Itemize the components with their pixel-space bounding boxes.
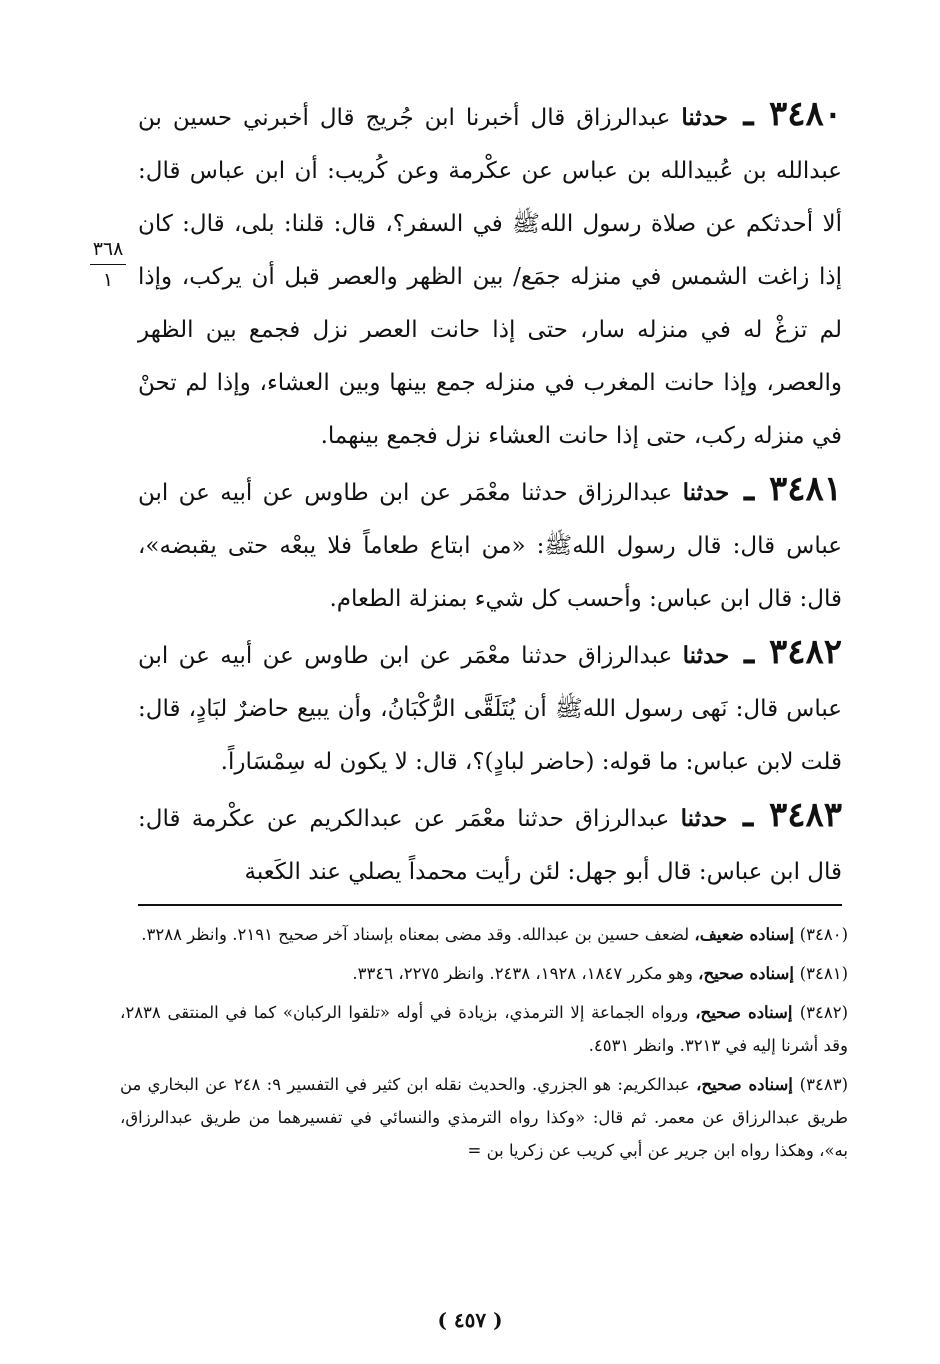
hadith-3480: ٣٤٨٠ ـ حدثنا عبدالرزاق قال أخبرنا ابن جُريج قال أخبرني حسين بن عبدالله بن عُبيدالله بن عباس عن عكْرمة وعن كُريب: أن ابن عباس قال: ألا أحدثكم عن صلاة رسول اللهﷺ في السفر؟، قال: قلنا: بلى، قال: كان إذا زاغت الشمس في منزله جمَع/ بين الظهر والعصر قبل أن يركب، وإذا لم تزغْ له في منزله سار، حتى إذا حانت العصر نزل فجمع بين الظهر والعصر، وإذا حانت المغرب في منزله جمع بينها وبين العشاء، وإذا لم تحنْ في منزله ركب، حتى إذا حانت العشاء نزل فجمع بينهما. — [138, 94, 843, 449]
hadith-body: عبدالرزاق حدثنا معْمَر عن ابن طاوس عن أبيه عن ابن عباس قال: نَهى رسول اللهﷺ أن يُتَلَقَّى الرُّكْبَانُ، وأن يبيع حاضرٌ لبَادٍ، قال: قلت لابن عباس: ما قوله: (حاضر لبادٍ)؟، قال: لا يكون له سِمْسَاراً. — [138, 643, 842, 775]
footnote-number: (٣٤٨٠) — [799, 925, 848, 944]
footnote-divider — [138, 904, 842, 906]
hadith-3483: ٣٤٨٣ ـ حدثنا عبدالرزاق حدثنا معْمَر عن عبدالكريم عن عكْرمة قال: قال ابن عباس: قال أبو جهل: لئن رأيت محمداً يصلي عند الكَعبة — [138, 795, 842, 885]
hadith-text-block — [138, 88, 842, 899]
footnote-grading: إسناده صحيح، — [695, 1003, 800, 1022]
footnote-3481 — [120, 957, 848, 990]
footnote-number: (٣٤٨٢) — [799, 1003, 849, 1022]
footnotes-block — [120, 918, 848, 1173]
footnote-number: (٣٤٨٣) — [799, 1075, 848, 1094]
haddathana-word: حدثنا — [681, 104, 728, 131]
haddathana-word: حدثنا — [680, 805, 728, 832]
haddathana-word: حدثنا — [682, 479, 730, 506]
footnote-grading: إسناده ضعيف، — [694, 925, 800, 944]
footnote-text: عبدالكريم: هو الجزري. والحديث نقله ابن كثير في التفسير ٩: ٢٤٨ عن البخاري من طريق عبدالرزاق عن معمر. ثم قال: «وكذا رواه الترمذي والنسائي في تفسيرهما من طريق عبدالرزاق، به»، وهكذا رواه ابن جرير عن أبي كريب عن زكريا بن = — [120, 1075, 848, 1160]
hadith-3482: ٣٤٨٢ ـ حدثنا عبدالرزاق حدثنا معْمَر عن ابن طاوس عن أبيه عن ابن عباس قال: نَهى رسول اللهﷺ أن يُتَلَقَّى الرُّكْبَانُ، وأن يبيع حاضرٌ لبَادٍ، قال: قلت لابن عباس: ما قوله: (حاضر لبادٍ)؟، قال: لا يكون له سِمْسَاراً. — [138, 632, 842, 775]
footnote-text: لضعف حسين بن عبدالله. وقد مضى بمعناه بإسناد آخر صحيح ٢١٩١. وانظر ٣٢٨٨. — [141, 925, 695, 944]
marginal-ref-top: ٣٦٨ — [92, 238, 124, 260]
hadith-3481: ٣٤٨١ ـ حدثنا عبدالرزاق حدثنا معْمَر عن ابن طاوس عن أبيه عن ابن عباس قال: قال رسول اللهﷺ: «من ابتاع طعاماً فلا يبعْه حتى يقبضه»، قال: قال ابن عباس: وأحسب كل شيء بمنزلة الطعام. — [138, 469, 842, 612]
footnote-3482 — [120, 996, 848, 1062]
footnote-text: وهو مكرر ١٨٤٧، ١٩٢٨، ٢٤٣٨. وانظر ٢٢٧٥، ٣٣٤٦. — [352, 964, 699, 983]
marginal-ref-divider — [90, 264, 126, 265]
marginal-ref-bottom: ١ — [102, 269, 114, 291]
footnote-3480 — [120, 918, 848, 951]
hadith-number: ٣٤٨٠ — [768, 94, 843, 134]
hadith-number: ٣٤٨٢ — [768, 632, 842, 672]
footnote-grading: إسناده صحيح، — [698, 964, 800, 983]
hadith-number: ٣٤٨١ — [768, 469, 842, 509]
hadith-number: ٣٤٨٣ — [768, 795, 842, 835]
hadith-body: عبدالرزاق حدثنا معْمَر عن عبدالكريم عن عكْرمة قال: قال ابن عباس: قال أبو جهل: لئن رأيت محمداً يصلي عند الكَعبة — [138, 806, 842, 885]
footnote-text: ورواه الجماعة إلا الترمذي، بزيادة في أوله «تلقوا الركبان» كما في المنتقى ٢٨٣٨، وقد أشرنا إليه في ٣٢١٣. وانظر ٤٥٣١. — [120, 1003, 848, 1055]
footnote-grading: إسناده صحيح، — [696, 1075, 800, 1094]
haddathana-word: حدثنا — [682, 642, 730, 669]
page-number: ( ٤٥٧ ) — [437, 1308, 503, 1332]
hadith-body: عبدالرزاق حدثنا معْمَر عن ابن طاوس عن أبيه عن ابن عباس قال: قال رسول اللهﷺ: «من ابتاع طعاماً فلا يبعْه حتى يقبضه»، قال: قال ابن عباس: وأحسب كل شيء بمنزلة الطعام. — [138, 480, 842, 612]
footnote-number: (٣٤٨١) — [799, 964, 848, 983]
marginal-page-reference — [86, 238, 130, 291]
hadith-body: عبدالرزاق قال أخبرنا ابن جُريج قال أخبرني حسين بن عبدالله بن عُبيدالله بن عباس عن عكْرمة وعن كُريب: أن ابن عباس قال: ألا أحدثكم عن صلاة رسول اللهﷺ في السفر؟، قال: قلنا: بلى، قال: كان إذا زاغت الشمس في منزله جمَع/ بين الظهر والعصر قبل أن يركب، وإذا لم تزغْ له في منزله سار، حتى إذا حانت العصر نزل فجمع بين الظهر والعصر، وإذا حانت المغرب في منزله جمع بينها وبين العشاء، وإذا لم تحنْ في منزله ركب، حتى إذا حانت العشاء نزل فجمع بينهما. — [138, 105, 842, 449]
footnote-3483 — [120, 1068, 848, 1167]
